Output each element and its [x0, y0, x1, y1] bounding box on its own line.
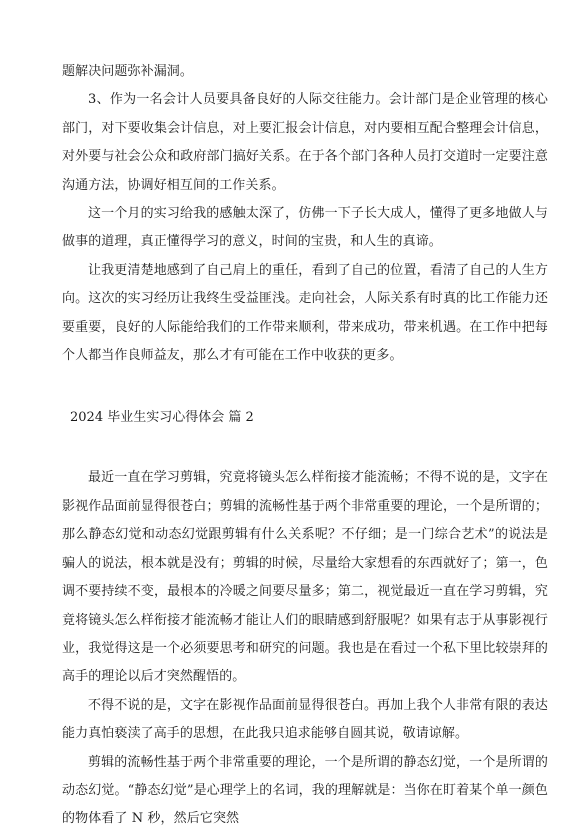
paragraph-static-illusion: 剪辑的流畅性基于两个非常重要的理论，一个是所谓的静态幻觉，一个是所谓的动态幻觉。“静态幻觉”是心理学上的名词，我的理解就是：当你在盯着某个单一颜色的物体看了 N 秒，然后它突然: [62, 754, 548, 827]
paragraph-editing-intro: 最近一直在学习剪辑，究竟将镜头怎么样衔接才能流畅；不得不说的是，文字在影视作品面前显得很苍白；剪辑的流畅性基于两个非常重要的理论，一个是所谓的；那么静态幻觉和动态幻觉跟剪辑有什么关系呢？不仔细；是一门综合艺术”的说法是骗人的说法，根本就是没有；剪辑的时候，尽量给大家想看的东西就好了；第一，色调不要持续不变，最根本的冷暖之间要尽量多；第二，视觉最近一直在学习剪辑，究竟将镜头怎么样衔接才能流畅才能让人们的眼睛感到舒服呢？如果有志于从事影视行业，我觉得这是一个必须要思考和研究的问题。我也是在看过一个私下里比较崇拜的高手的理论以后才突然醒悟的。: [62, 470, 548, 685]
paragraph-words-pale: 不得不说的是，文字在影视作品面前显得很苍白。再加上我个人非常有限的表达能力真怕亵渎了高手的思想，在此我只追求能够自圆其说，敬请谅解。: [62, 697, 548, 742]
paragraph-internship-feelings: 这一个月的实习给我的感触太深了，仿佛一下子长大成人，懂得了更多地做人与做事的道理，真正懂得学习的意义，时间的宝贵，和人生的真谛。: [62, 206, 548, 250]
paragraph-communication-skills: 3、作为一名会计人员要具备良好的人际交往能力。会计部门是企业管理的核心部门，对下要收集会计信息，对上要汇报会计信息，对内要相互配合整理会计信息，对外要与社会公众和政府部门搞好关系。在于各个部门各种人员打交道时一定要注意沟通方法，协调好相互间的工作关系。: [62, 92, 548, 193]
paragraph-continuation: 题解决问题弥补漏洞。: [62, 64, 194, 79]
paragraph-responsibility: 让我更清楚地感到了自己肩上的重任，看到了自己的位置，看清了自己的人生方向。这次的实习经历让我终生受益匪浅。走向社会，人际关系有时真的比工作能力还要重要，良好的人际能给我们的工作带来顺利，带来成功，带来机遇。在工作中把每个人都当作良师益友，那么才有可能在工作中收获的更多。: [62, 262, 548, 364]
section-heading: 2024 毕业生实习心得体会 篇 2: [70, 410, 254, 426]
